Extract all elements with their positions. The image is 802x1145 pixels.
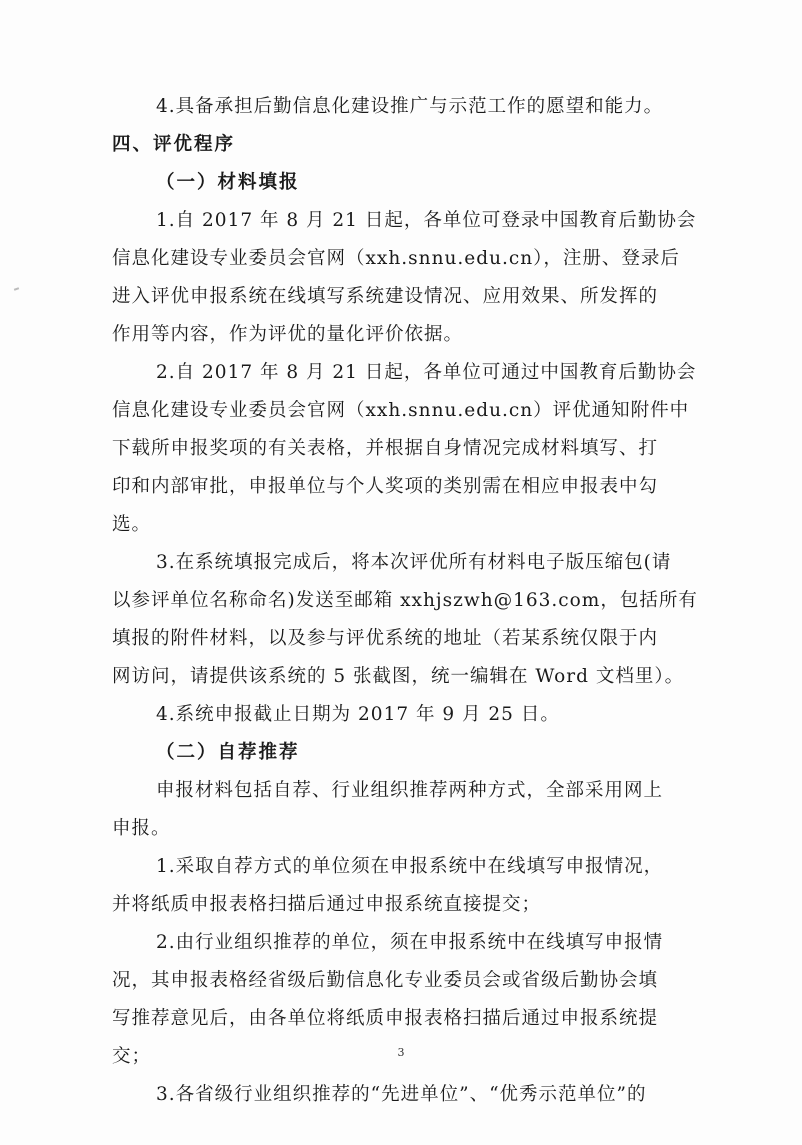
paragraph-line: 信息化建设专业委员会官网（xxh.snnu.edu.cn），注册、登录后	[112, 248, 680, 269]
scan-speck	[14, 287, 19, 291]
paragraph-line: 况，其申报表格经省级后勤信息化专业委员会或省级后勤协会填	[112, 970, 659, 991]
paragraph-line: 4.具备承担后勤信息化建设推广与示范工作的愿望和能力。	[156, 96, 664, 117]
body-text	[112, 88, 702, 1114]
paragraph-line: 申报材料包括自荐、行业组织推荐两种方式，全部采用网上	[156, 780, 664, 801]
paragraph-line: 1.自 2017 年 8 月 21 日起，各单位可登录中国教育后勤协会	[156, 210, 697, 231]
paragraph-line: 信息化建设专业委员会官网（xxh.snnu.edu.cn）评优通知附件中	[112, 400, 690, 421]
paragraph-line: 网访问，请提供该系统的 5 张截图，统一编辑在 Word 文档里）。	[112, 666, 685, 687]
paragraph-line: 下载所申报奖项的有关表格，并根据自身情况完成材料填写、打	[112, 438, 659, 459]
paragraph-line: 进入评优申报系统在线填写系统建设情况、应用效果、所发挥的	[112, 286, 659, 307]
paragraph-line: 2.自 2017 年 8 月 21 日起，各单位可通过中国教育后勤协会	[156, 362, 697, 383]
paragraph-line: 作用等内容，作为评优的量化评价依据。	[112, 324, 464, 345]
paragraph-line: 选。	[112, 514, 152, 535]
paragraph-line: 并将纸质申报表格扫描后通过申报系统直接提交；	[112, 894, 542, 915]
paragraph-line: 1.采取自荐方式的单位须在申报系统中在线填写申报情况，	[156, 856, 664, 877]
subsection-heading: （二）自荐推荐	[156, 742, 300, 763]
paragraph-line: 2.由行业组织推荐的单位，须在申报系统中在线填写申报情	[156, 932, 664, 953]
paragraph-line: 以参评单位名称命名)发送至邮箱 xxhjszwh@163.com，包括所有	[112, 590, 698, 611]
paragraph-line: 写推荐意见后，由各单位将纸质申报表格扫描后通过申报系统提	[112, 1008, 659, 1029]
paragraph-line: 3.各省级行业组织推荐的“先进单位”、“优秀示范单位”的	[156, 1084, 647, 1105]
page-number: 3	[397, 1046, 405, 1059]
paragraph-line: 3.在系统填报完成后，将本次评优所有材料电子版压缩包(请	[156, 552, 672, 573]
paragraph-line: 交；	[112, 1046, 152, 1067]
section-heading: 四、评优程序	[112, 134, 236, 155]
subsection-heading: （一）材料填报	[156, 172, 300, 193]
paragraph-line: 4.系统申报截止日期为 2017 年 9 月 25 日。	[156, 704, 560, 725]
paragraph-line: 印和内部审批，申报单位与个人奖项的类别需在相应申报表中勾	[112, 476, 659, 497]
paragraph-line: 申报。	[112, 818, 171, 839]
paragraph-line: 填报的附件材料，以及参与评优系统的地址（若某系统仅限于内	[112, 628, 659, 649]
